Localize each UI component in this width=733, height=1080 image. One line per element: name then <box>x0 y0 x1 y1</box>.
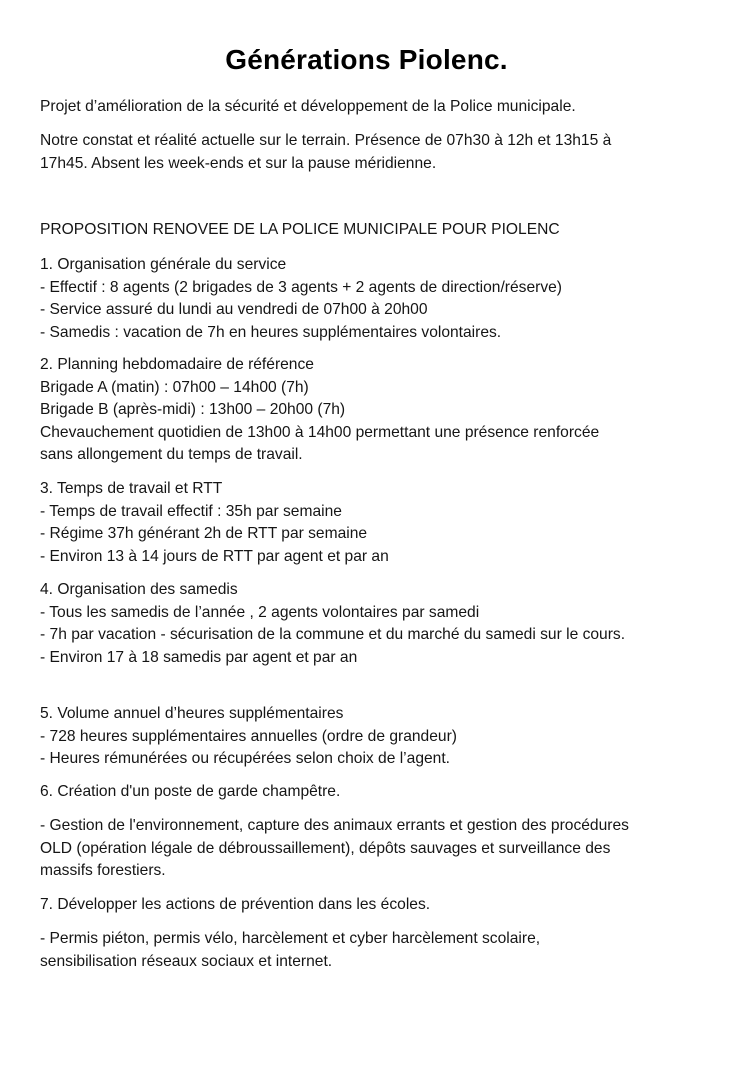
section-heading: 5. Volume annuel d’heures supplémentaires <box>40 705 344 722</box>
document-title: Générations Piolenc. <box>225 44 508 75</box>
section-line: - Heures rémunérées ou récupérées selon choix de l’agent. <box>40 750 450 767</box>
section-line: - Permis piéton, permis vélo, harcèlement et cyber harcèlement scolaire, <box>40 930 541 947</box>
section-line: Chevauchement quotidien de 13h00 à 14h00 permettant une présence renforcée <box>40 423 600 441</box>
section-line: OLD (opération légale de débroussaillement), dépôts sauvages et surveillance des <box>40 839 611 857</box>
section-heading: 1. Organisation générale du service <box>40 256 287 273</box>
section-heading: 3. Temps de travail et RTT <box>40 480 223 497</box>
section-6-body <box>40 815 700 883</box>
section-heading: 4. Organisation des samedis <box>40 581 238 598</box>
section-line: - Service assuré du lundi au vendredi de 07h00 à 20h00 <box>40 301 428 318</box>
section-line: - Effectif : 8 agents (2 brigades de 3 agents + 2 agents de direction/réserve) <box>40 278 562 296</box>
section-line: - Samedis : vacation de 7h en heures supplémentaires volontaires. <box>40 323 502 341</box>
section-line: - Régime 37h générant 2h de RTT par semaine <box>40 525 368 542</box>
proposition-heading-block <box>40 219 700 242</box>
section-7 <box>40 894 700 917</box>
section-2 <box>40 354 700 467</box>
section-7-body <box>40 928 700 973</box>
section-line: - Environ 13 à 14 jours de RTT par agent et par an <box>40 547 389 565</box>
intro-paragraph <box>40 96 700 119</box>
section-heading: 6. Création d'un poste de garde champêtre. <box>40 783 341 800</box>
section-5 <box>40 703 700 771</box>
section-line: - Gestion de l'environnement, capture des animaux errants et gestion des procédures <box>40 817 629 834</box>
section-line: massifs forestiers. <box>40 862 166 879</box>
section-4 <box>40 579 700 669</box>
section-line: sans allongement du temps de travail. <box>40 446 303 463</box>
section-line: Brigade B (après-midi) : 13h00 – 20h00 (7h) <box>40 401 346 418</box>
section-heading: 2. Planning hebdomadaire de référence <box>40 356 314 373</box>
section-line: - Environ 17 à 18 samedis par agent et par an <box>40 648 358 666</box>
section-line: - Temps de travail effectif : 35h par semaine <box>40 502 342 520</box>
intro-text: Projet d’amélioration de la sécurité et développement de la Police municipale. <box>40 98 576 115</box>
constat-line: 17h45. Absent les week-ends et sur la pause méridienne. <box>40 154 437 172</box>
constat-paragraph <box>40 130 700 175</box>
section-line: - 7h par vacation - sécurisation de la commune et du marché du samedi sur le cours. <box>40 626 626 643</box>
section-3 <box>40 478 700 568</box>
proposition-heading: PROPOSITION RENOVEE DE LA POLICE MUNICIPALE POUR PIOLENC <box>40 221 560 238</box>
section-line: - Tous les samedis de l’année , 2 agents volontaires par samedi <box>40 603 480 621</box>
section-line: sensibilisation réseaux sociaux et internet. <box>40 952 333 970</box>
section-line: - 728 heures supplémentaires annuelles (ordre de grandeur) <box>40 727 457 745</box>
section-1 <box>40 254 700 344</box>
section-heading: 7. Développer les actions de prévention dans les écoles. <box>40 896 431 913</box>
section-line: Brigade A (matin) : 07h00 – 14h00 (7h) <box>40 378 309 396</box>
constat-line: Notre constat et réalité actuelle sur le terrain. Présence de 07h30 à 12h et 13h15 à <box>40 132 612 149</box>
section-6 <box>40 781 700 804</box>
